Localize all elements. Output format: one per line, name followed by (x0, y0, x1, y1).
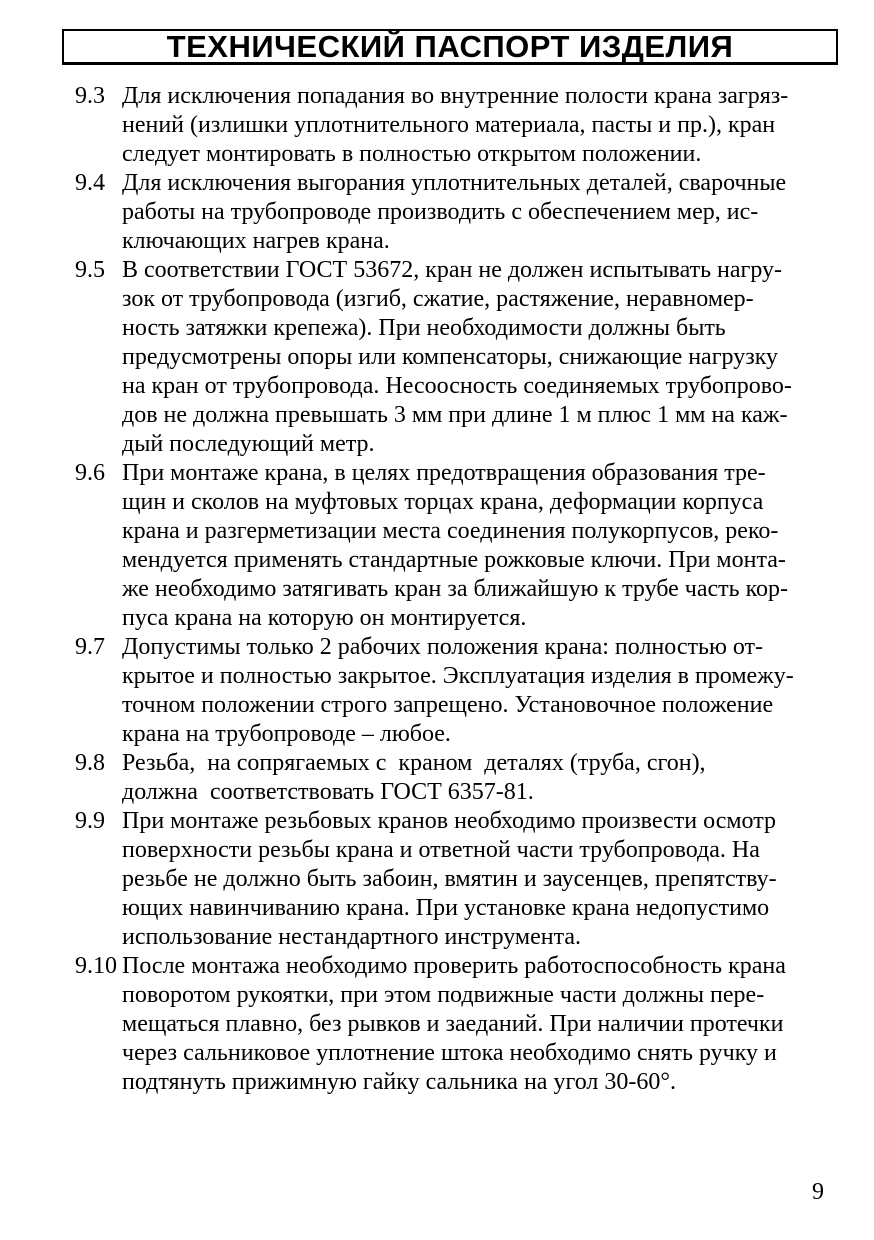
item-number: 9.3 (75, 83, 105, 109)
text-line: дов не должна превышать 3 мм при длине 1 м плюс 1 мм на каж- (122, 402, 788, 428)
text-line: ность затяжки крепежа). При необходимости должны быть (122, 315, 726, 341)
text-line: При монтаже крана, в целях предотвращения образования тре- (122, 460, 766, 486)
text-line: следует монтировать в полностью открытом положении. (122, 141, 702, 167)
item-number: 9.6 (75, 460, 105, 486)
text-line: При монтаже резьбовых кранов необходимо произвести осмотр (122, 808, 777, 834)
item-text (122, 169, 825, 256)
page-number: 9 (812, 1179, 824, 1205)
text-line: крана и разгерметизации места соединения полукорпусов, реко- (122, 518, 779, 544)
list-item (75, 82, 825, 169)
text-line: крытое и полностью закрытое. Эксплуатация изделия в промежу- (122, 663, 794, 689)
text-line: После монтажа необходимо проверить работоспособность крана (122, 953, 786, 979)
text-line: точном положении строго запрещено. Установочное положение (122, 692, 774, 718)
list-item (75, 952, 825, 1097)
text-line: использование нестандартного инструмента. (122, 924, 582, 950)
text-line: Для исключения попадания во внутренние полости крана загряз- (122, 83, 789, 109)
item-number: 9.10 (75, 953, 117, 979)
items-list (75, 82, 825, 1097)
page-title: ТЕХНИЧЕСКИЙ ПАСПОРТ ИЗДЕЛИЯ (166, 28, 734, 64)
text-line: крана на трубопроводе – любое. (122, 721, 451, 747)
item-text (122, 82, 825, 169)
list-item (75, 807, 825, 952)
text-line: Допустимы только 2 рабочих положения крана: полностью от- (122, 634, 764, 660)
text-line: должна соответствовать ГОСТ 6357-81. (122, 779, 534, 805)
text-line: предусмотрены опоры или компенсаторы, снижающие нагрузку (122, 344, 779, 370)
item-text (122, 749, 825, 807)
item-text (122, 459, 825, 633)
text-line: Для исключения выгорания уплотнительных деталей, сварочные (122, 170, 787, 196)
title-box (62, 29, 838, 65)
item-number: 9.8 (75, 750, 105, 776)
list-item (75, 169, 825, 256)
list-item (75, 256, 825, 459)
text-line: В соответствии ГОСТ 53672, кран не должен испытывать нагру- (122, 257, 783, 283)
text-line: работы на трубопроводе производить с обеспечением мер, ис- (122, 199, 759, 225)
item-number: 9.4 (75, 170, 105, 196)
text-line: нений (излишки уплотнительного материала, пасты и пр.), кран (122, 112, 776, 138)
text-line: мендуется применять стандартные рожковые ключи. При монта- (122, 547, 786, 573)
text-line: мещаться плавно, без рывков и заеданий. При наличии протечки (122, 1011, 784, 1037)
list-item (75, 633, 825, 749)
text-line: на кран от трубопровода. Несоосность соединяемых трубопрово- (122, 373, 792, 399)
text-line: ющих навинчиванию крана. При установке крана недопустимо (122, 895, 770, 921)
item-number: 9.9 (75, 808, 105, 834)
text-line: дый последующий метр. (122, 431, 375, 457)
item-text (122, 952, 825, 1097)
text-line: же необходимо затягивать кран за ближайшую к трубе часть кор- (122, 576, 789, 602)
text-line: поворотом рукоятки, при этом подвижные части должны пере- (122, 982, 765, 1008)
item-text (122, 256, 825, 459)
text-line: поверхности резьбы крана и ответной части трубопровода. На (122, 837, 760, 863)
item-number: 9.7 (75, 634, 105, 660)
item-text (122, 807, 825, 952)
text-line: через сальниковое уплотнение штока необходимо снять ручку и (122, 1040, 777, 1066)
text-line: ключающих нагрев крана. (122, 228, 390, 254)
text-line: резьбе не должно быть забоин, вмятин и заусенцев, препятству- (122, 866, 777, 892)
list-item (75, 459, 825, 633)
item-text (122, 633, 825, 749)
text-line: Резьба, на сопрягаемых с краном деталях (труба, сгон), (122, 750, 706, 776)
text-line: пуса крана на которую он монтируется. (122, 605, 527, 631)
item-number: 9.5 (75, 257, 105, 283)
text-line: зок от трубопровода (изгиб, сжатие, растяжение, неравномер- (122, 286, 754, 312)
list-item (75, 749, 825, 807)
text-line: подтянуть прижимную гайку сальника на угол 30-60°. (122, 1069, 676, 1095)
text-line: щин и сколов на муфтовых торцах крана, деформации корпуса (122, 489, 764, 515)
